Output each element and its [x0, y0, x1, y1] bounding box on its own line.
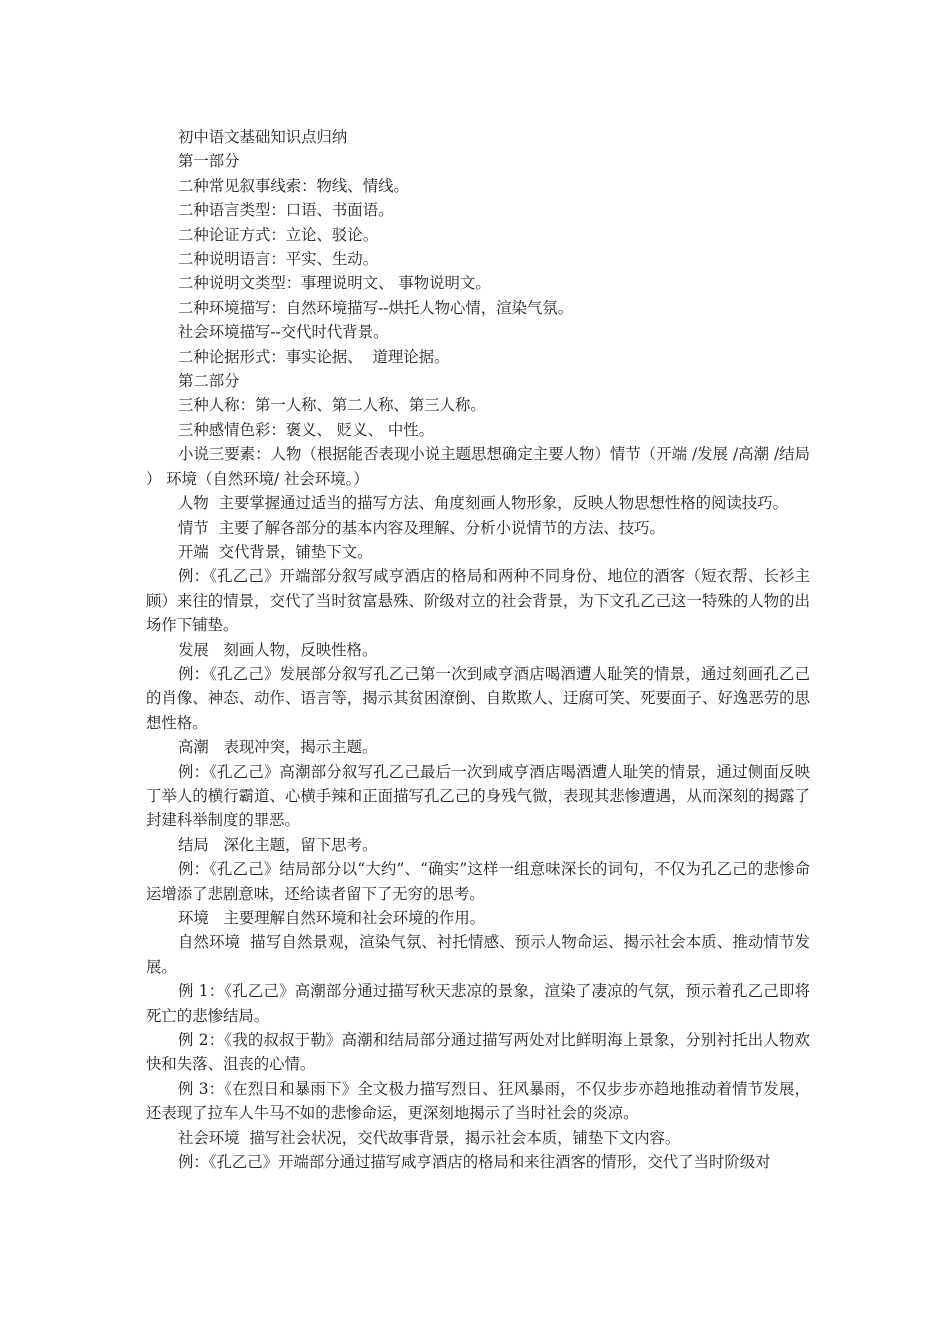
paragraph: 二种环境描写：自然环境描写--烘托人物心情，渲染气氛。 — [178, 298, 574, 317]
paragraph: 例：《孔乙己》结局部分以“大约”、“确实”这样一组意味深长的词句，不仅为孔乙己的悲惨命运增添了悲剧意味，还给读者留下了无穷的思考。 — [146, 860, 810, 903]
paragraph: 二种论据形式：事实论据、 道理论据。 — [178, 347, 450, 366]
paragraph: 二种常见叙事线索：物线、情线。 — [178, 176, 409, 195]
paragraph: 二种说明语言：平实、生动。 — [178, 250, 379, 269]
paragraph: 例 1：《孔乙己》高潮部分通过描写秋天悲凉的景象，渲染了凄凉的气氛，预示着孔乙己即将死亡的悲惨结局。 — [146, 982, 810, 1025]
paragraph: 例：《孔乙己》开端部分通过描写咸亨酒店的格局和来往酒客的情形，交代了当时阶级对 — [178, 1153, 771, 1172]
section-heading: 第二部分 — [178, 372, 240, 391]
document-body — [146, 125, 815, 1174]
paragraph: 例 3：《在烈日和暴雨下》全文极力描写烈日、狂风暴雨，不仅步步亦趋地推动着情节发展，还表现了拉车人牛马不如的悲惨命运，更深刻地揭示了当时社会的炎凉。 — [146, 1079, 810, 1123]
paragraph: 二种语言类型：口语、书面语。 — [178, 201, 394, 220]
paragraph: 开端 交代背景，铺垫下文。 — [178, 542, 373, 561]
paragraph: 例：《孔乙己》发展部分叙写孔乙己第一次到咸亨酒店喝酒遭人耻笑的情景，通过刻画孔乙己的肖像、神态、动作、语言等，揭示其贫困潦倒、自欺欺人、迂腐可笑、死要面子、好逸恶劳的思想性格。 — [146, 664, 810, 732]
doc-title: 初中语文基础知识点归纳 — [178, 128, 348, 146]
paragraph: 小说三要素：人物（根据能否表现小说主题思想确定主要人物）情节（开端 /发展 /高潮 /结局 ） 环境（自然环境/ 社会环境。） — [146, 445, 815, 488]
paragraph: 二种论证方式：立论、驳论。 — [178, 225, 379, 244]
paragraph: 高潮 表现冲突，揭示主题。 — [178, 738, 378, 757]
paragraph: 结局 深化主题，留下思考。 — [178, 835, 378, 854]
paragraph: 三种人称：第一人称、第二人称、第三人称。 — [178, 396, 486, 415]
paragraph: 三种感情色彩：褒义、 贬义、 中性。 — [178, 420, 435, 439]
paragraph: 发展 刻画人物，反映性格。 — [178, 640, 378, 659]
paragraph: 自然环境 描写自然景观，渲染气氛、衬托情感、预示人物命运、揭示社会本质、推动情节发展。 — [146, 933, 810, 976]
paragraph: 情节 主要了解各部分的基本内容及理解、分析小说情节的方法、技巧。 — [178, 518, 665, 537]
paragraph: 例：《孔乙己》高潮部分叙写孔乙己最后一次到咸亨酒店喝酒遭人耻笑的情景，通过侧面反映丁举人的横行霸道、心横手辣和正面描写孔乙己的身残气微，表现其悲惨遭遇，从而深刻的揭露了封建科举制度的罪恶。 — [146, 762, 810, 830]
paragraph: 环境 主要理解自然环境和社会环境的作用。 — [178, 909, 486, 927]
paragraph: 人物 主要掌握通过适当的描写方法、角度刻画人物形象，反映人物思想性格的阅读技巧。 — [178, 494, 789, 513]
paragraph: 例 2：《我的叔叔于勒》高潮和结局部分通过描写两处对比鲜明海上景象，分别衬托出人物欢快和失落、沮丧的心情。 — [146, 1031, 810, 1074]
paragraph: 例：《孔乙己》开端部分叙写咸亨酒店的格局和两种不同身份、地位的酒客（短衣帮、长衫主顾）来往的情景，交代了当时贫富悬殊、阶级对立的社会背景，为下文孔乙己这一特殊的人物的出场作下铺垫。 — [146, 567, 810, 635]
paragraph: 社会环境 描写社会状况，交代故事背景，揭示社会本质，铺垫下文内容。 — [178, 1128, 681, 1147]
paragraph: 二种说明文类型：事理说明文、 事物说明文。 — [178, 274, 491, 293]
section-heading: 第一部分 — [178, 152, 240, 171]
paragraph: 社会环境描写--交代时代背景。 — [178, 323, 389, 342]
